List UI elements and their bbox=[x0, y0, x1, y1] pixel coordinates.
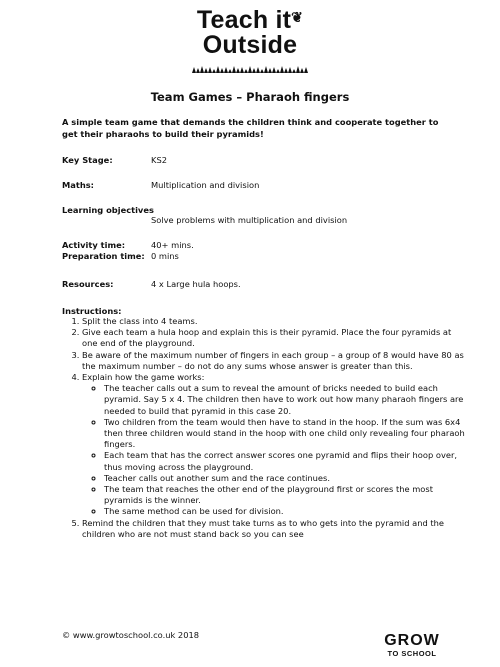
logo-line-2: Outside bbox=[202, 31, 298, 59]
step-4-text: Explain how the game works: bbox=[82, 372, 205, 383]
activity-time-label: Activity time: bbox=[62, 240, 126, 250]
game-rules-list bbox=[82, 383, 466, 517]
preparation-time-value: 0 mins bbox=[151, 251, 179, 261]
grass-icon bbox=[192, 66, 308, 73]
objectives-value: Solve problems with multiplication and division bbox=[151, 215, 348, 225]
instructions-list bbox=[62, 316, 466, 540]
key-stage-value: KS2 bbox=[151, 155, 167, 165]
resources-value: 4 x Large hula hoops. bbox=[151, 279, 241, 289]
activity-time-value: 40+ mins. bbox=[151, 240, 194, 250]
step-4 bbox=[82, 372, 466, 518]
page-title: Team Games – Pharaoh fingers bbox=[150, 90, 350, 104]
objectives-label: Learning objectives bbox=[62, 205, 154, 215]
preparation-time-label: Preparation time: bbox=[62, 251, 145, 261]
rule-item: ◦ The teacher calls out a sum to reveal the amount of bricks needed to build each pyramid. Say 5 x 4. The children then have to work out how many pharaoh fingers are needed to build that pyramid in this case 20. bbox=[104, 383, 466, 417]
logo-line-1: Teach it bbox=[196, 6, 292, 34]
resources-label: Resources: bbox=[62, 279, 114, 289]
rule-item: ◦ Teacher calls out another sum and the race continues. bbox=[104, 473, 466, 484]
grow-to-school-logo bbox=[376, 633, 448, 658]
teach-it-outside-logo bbox=[0, 8, 500, 77]
step-2: 2. Give each team a hula hoop and explain this is their pyramid. Place the four pyramids at one end of the playground. bbox=[82, 327, 466, 349]
rule-item: ◦ Each team that has the correct answer scores one pyramid and flips their hoop over, thus moving across the playground. bbox=[104, 450, 466, 472]
intro-text: A simple team game that demands the children think and cooperate together to get their pharaohs to build their pyramids! bbox=[62, 117, 439, 139]
step-3: 3. Be aware of the maximum number of fingers in each group – a group of 8 would have 80 as the maximum number – do not do any sums whose answer is greater than this. bbox=[82, 350, 466, 372]
brand-line-2: TO SCHOOL bbox=[387, 649, 437, 658]
leaf-icon: ❦ bbox=[291, 9, 304, 25]
activity-time-row bbox=[62, 240, 194, 251]
maths-label: Maths: bbox=[62, 180, 94, 190]
preparation-time-row bbox=[62, 251, 179, 262]
copyright-text: © www.growtoschool.co.uk 2018 bbox=[62, 630, 200, 640]
resources-row bbox=[62, 279, 241, 290]
rule-item: ◦ The team that reaches the other end of the playground first or scores the most pyramids is the winner. bbox=[104, 484, 466, 506]
step-5: 5. Remind the children that they must take turns as to who gets into the pyramid and the children who are not must stand back so you can see bbox=[82, 518, 466, 540]
rule-item: ◦ The same method can be used for division. bbox=[104, 506, 466, 517]
key-stage-label: Key Stage: bbox=[62, 155, 113, 165]
instructions-title: Instructions: bbox=[62, 306, 122, 316]
rule-item: ◦ Two children from the team would then have to stand in the hoop. If the sum was 6x4 then three children would stand in the hoop with one child only revealing four pharaoh fingers. bbox=[104, 417, 466, 451]
maths-row bbox=[62, 180, 259, 191]
maths-value: Multiplication and division bbox=[151, 180, 260, 190]
key-stage-row bbox=[62, 155, 167, 166]
step-1: 1. Split the class into 4 teams. bbox=[82, 316, 466, 327]
brand-line-1: GROW bbox=[384, 632, 440, 649]
